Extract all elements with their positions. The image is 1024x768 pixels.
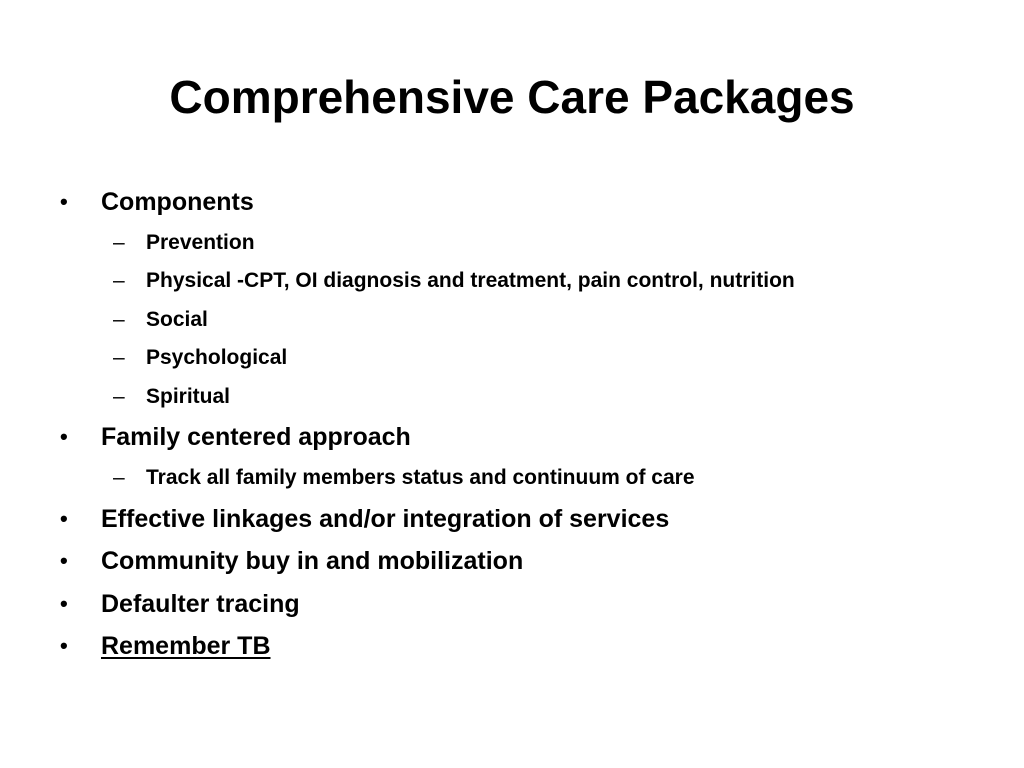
bullet-item-label: Components xyxy=(101,188,254,216)
bullet-item-label-underlined: Remember TB xyxy=(101,632,271,660)
bullet-marker: • xyxy=(60,591,68,616)
bullet-item-label: Community buy in and mobilization xyxy=(101,547,524,575)
sub-marker: – xyxy=(113,231,125,254)
bullet-marker: • xyxy=(60,189,68,214)
bullet-marker: • xyxy=(60,548,68,573)
sub-marker: – xyxy=(113,308,125,331)
sub-item-label: Physical -CPT, OI diagnosis and treatment, pain control, nutrition xyxy=(146,269,795,292)
bullet-marker: • xyxy=(60,633,68,658)
bullet-marker: • xyxy=(60,506,68,531)
bullet-item-label: Family centered approach xyxy=(101,423,411,451)
sub-marker: – xyxy=(113,466,125,489)
bullet-marker: • xyxy=(60,424,68,449)
sub-item-label: Psychological xyxy=(146,346,288,369)
slide-title: Comprehensive Care Packages xyxy=(169,71,855,123)
sub-marker: – xyxy=(113,385,125,408)
bullet-item-label: Defaulter tracing xyxy=(101,590,300,618)
bullet-item-label: Effective linkages and/or integration of services xyxy=(101,505,670,533)
sub-item-label: Track all family members status and continuum of care xyxy=(146,466,695,489)
sub-item-label: Prevention xyxy=(146,231,255,254)
sub-item-label: Social xyxy=(146,308,208,331)
sub-marker: – xyxy=(113,346,125,369)
sub-marker: – xyxy=(113,269,125,292)
sub-item-label: Spiritual xyxy=(146,385,231,408)
